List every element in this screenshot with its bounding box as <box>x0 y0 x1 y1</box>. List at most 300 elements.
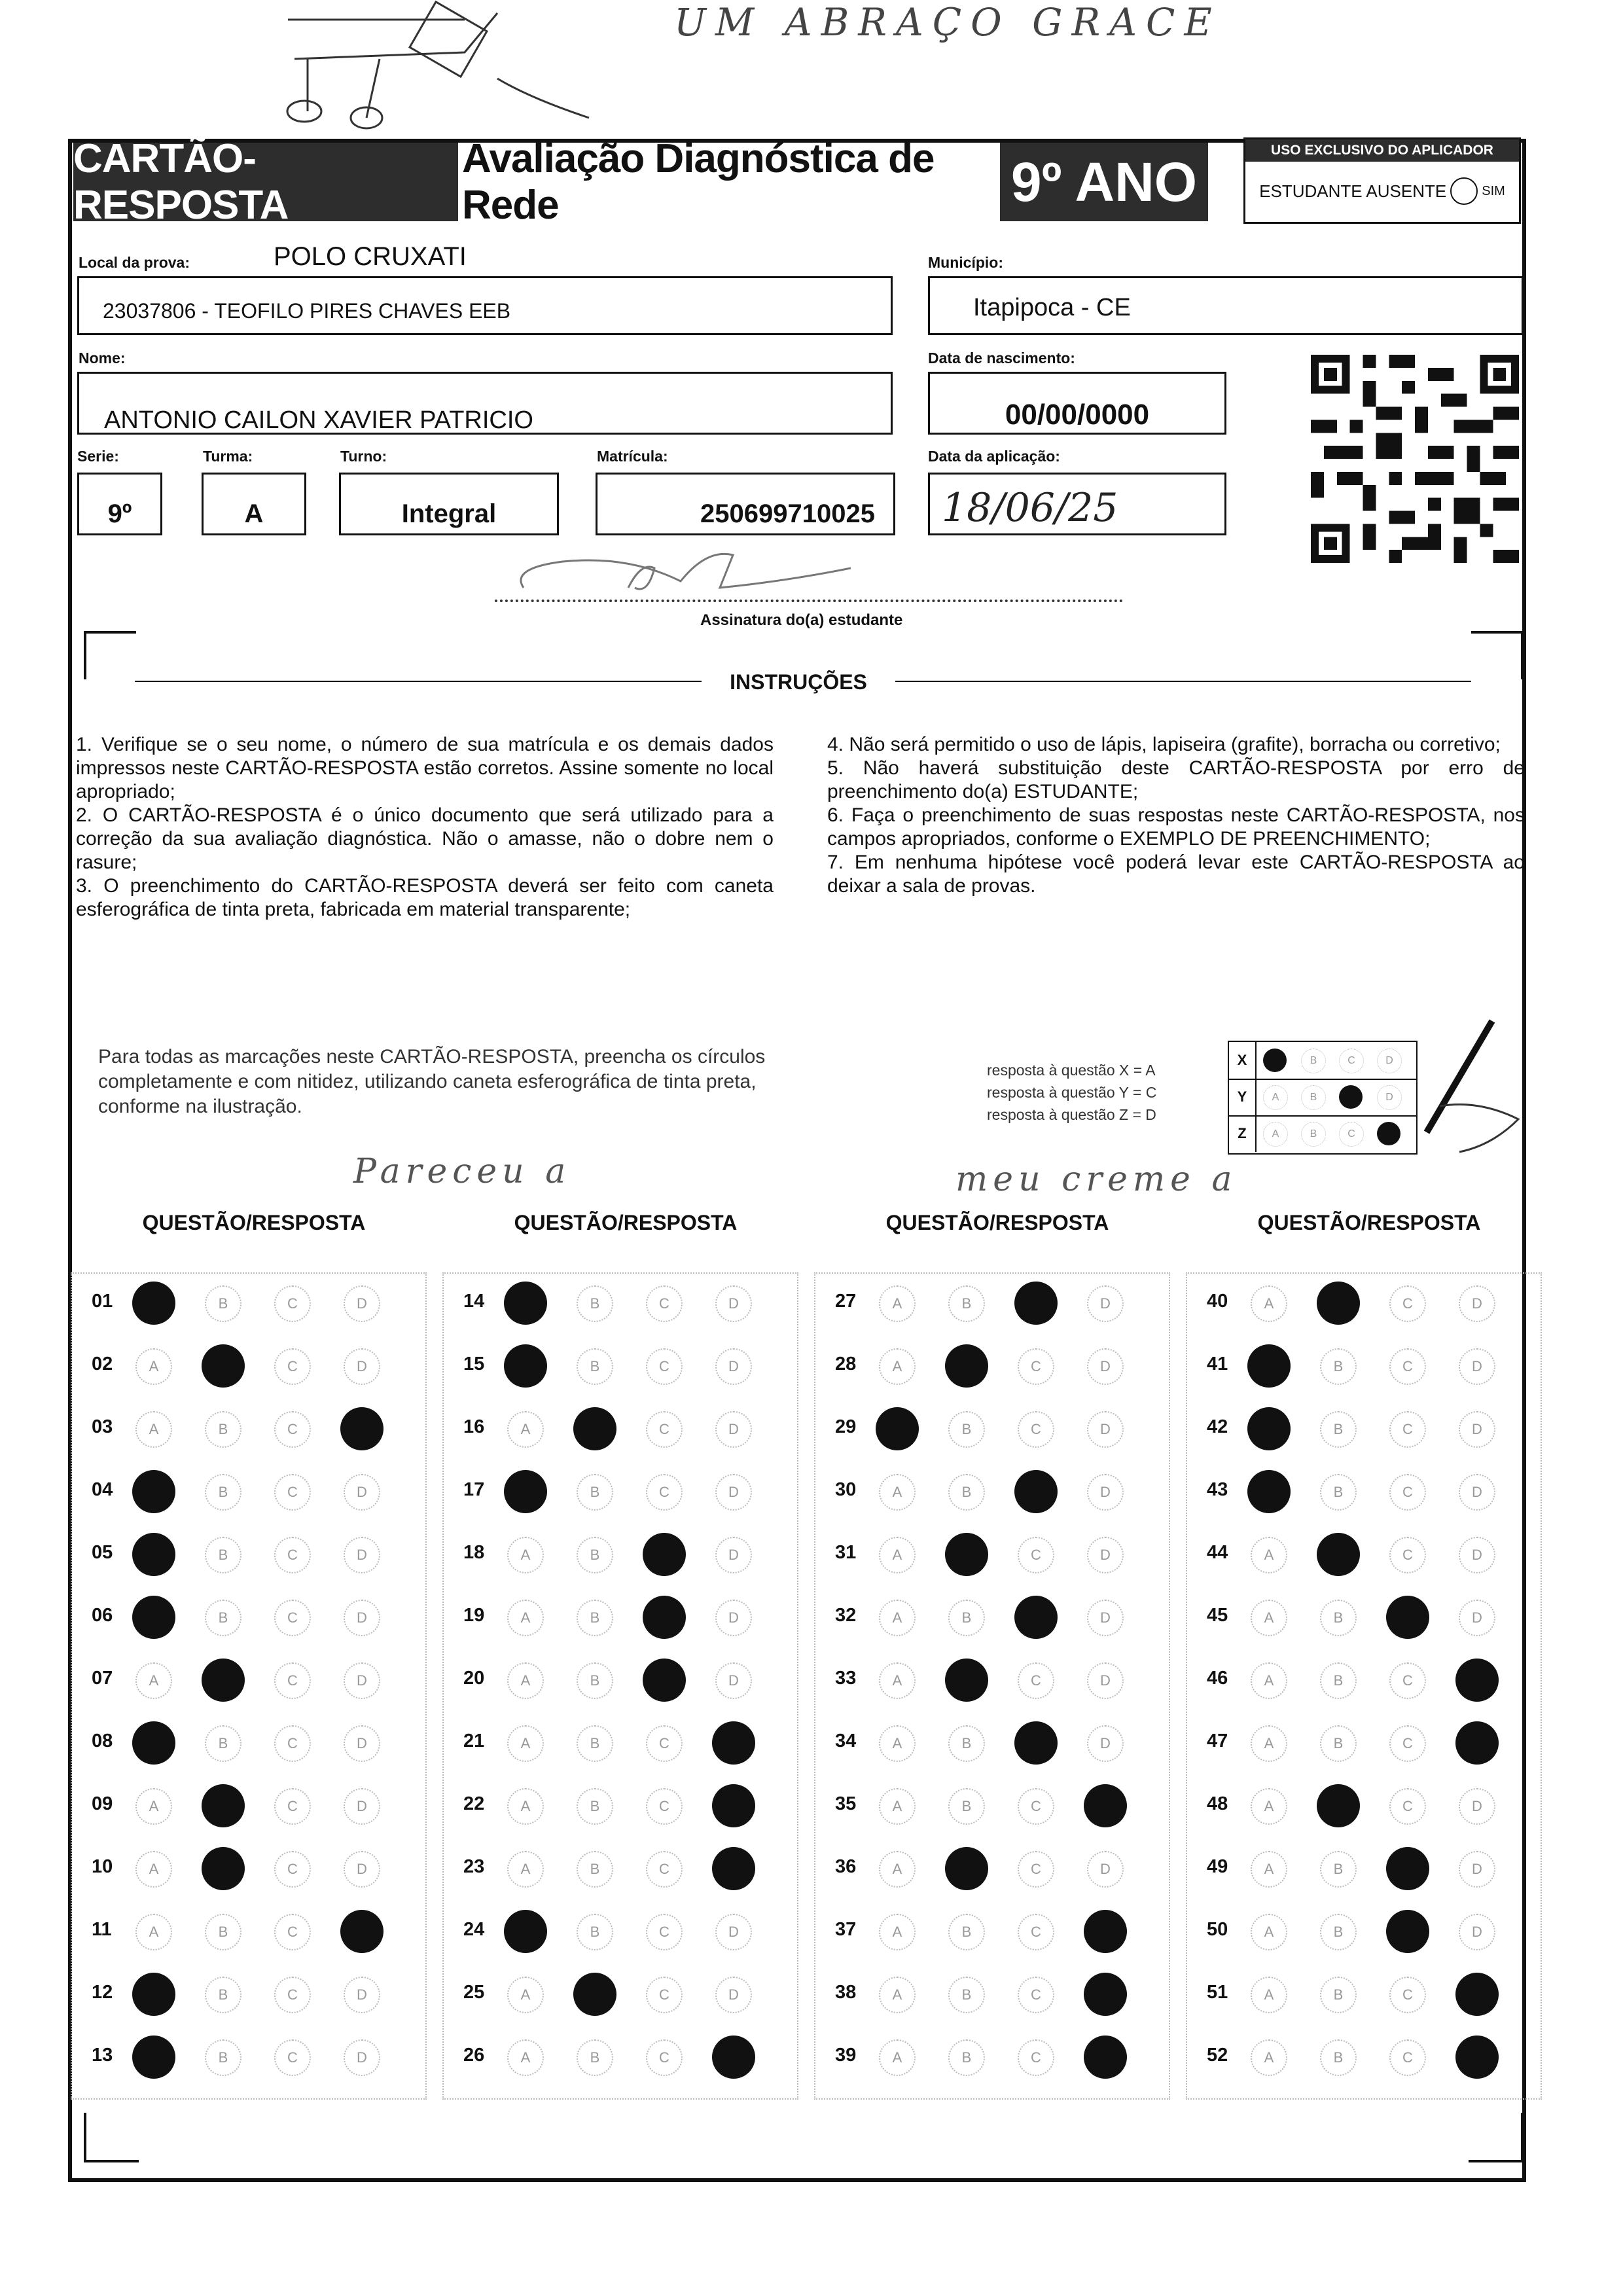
answer-bubble-a[interactable]: A <box>1251 1662 1287 1699</box>
answer-bubble-d[interactable]: D <box>1459 1600 1495 1636</box>
answer-bubble-b[interactable]: B <box>577 1662 613 1699</box>
answer-bubble-c[interactable]: C <box>646 1788 683 1825</box>
answer-bubble-c[interactable]: C <box>274 2039 311 2076</box>
answer-bubble-b[interactable] <box>1317 1533 1360 1576</box>
answer-bubble-a[interactable] <box>504 1470 547 1513</box>
answer-bubble-b[interactable]: B <box>205 1285 241 1322</box>
answer-bubble-d[interactable]: D <box>715 1537 752 1573</box>
answer-bubble-b[interactable]: B <box>1320 1411 1357 1448</box>
answer-bubble-d[interactable]: D <box>344 1662 380 1699</box>
answer-bubble-b[interactable]: B <box>1320 1600 1357 1636</box>
answer-bubble-a[interactable]: A <box>507 1662 544 1699</box>
answer-row-q41 <box>1187 1336 1541 1399</box>
answer-row-q15 <box>444 1336 797 1399</box>
answer-bubble-b[interactable] <box>945 1659 988 1702</box>
answer-bubble-c[interactable]: C <box>1018 1411 1054 1448</box>
answer-bubble-d[interactable]: D <box>1087 1537 1124 1573</box>
answer-bubble-c[interactable]: C <box>646 1474 683 1511</box>
answer-row-q35 <box>815 1776 1169 1839</box>
answer-bubble-c[interactable]: C <box>646 1411 683 1448</box>
example-row-label: X <box>1229 1042 1257 1079</box>
answer-bubble-d[interactable]: D <box>344 1851 380 1888</box>
example-bubble-a <box>1263 1049 1287 1072</box>
aplicacao-field <box>928 473 1226 535</box>
answer-bubble-b[interactable] <box>945 1344 988 1388</box>
answer-bubble-d[interactable] <box>712 1784 755 1827</box>
answer-bubble-c[interactable]: C <box>274 1977 311 2013</box>
answer-bubble-b[interactable]: B <box>1320 1914 1357 1950</box>
answer-bubble-a[interactable]: A <box>879 1348 916 1385</box>
answer-bubble-a[interactable]: A <box>1251 1285 1287 1322</box>
answer-bubble-a[interactable]: A <box>1251 1851 1287 1888</box>
answers-header-col3: QUESTÃO/RESPOSTA <box>885 1211 1109 1234</box>
answer-bubble-d[interactable]: D <box>344 1788 380 1825</box>
answer-bubble-d[interactable]: D <box>715 1600 752 1636</box>
municipio-label: Município: <box>928 254 1003 271</box>
answer-row-q25 <box>444 1965 797 2028</box>
answer-bubble-c[interactable]: C <box>1018 1851 1054 1888</box>
answer-bubble-b[interactable]: B <box>205 1537 241 1573</box>
pen-illustration-icon <box>1381 1014 1531 1165</box>
turno-value: Integral <box>401 499 497 528</box>
answer-bubble-b[interactable]: B <box>577 1474 613 1511</box>
question-number: 49 <box>1207 1856 1228 1877</box>
question-number: 50 <box>1207 1919 1228 1940</box>
answer-bubble-b[interactable]: B <box>948 2039 985 2076</box>
answer-bubble-b[interactable]: B <box>205 1725 241 1762</box>
answer-bubble-b[interactable]: B <box>577 1537 613 1573</box>
answer-bubble-b[interactable] <box>945 1533 988 1576</box>
answer-bubble-a[interactable] <box>504 1344 547 1388</box>
answer-bubble-c[interactable] <box>1386 1910 1429 1953</box>
answer-bubble-a[interactable]: A <box>507 1725 544 1762</box>
answer-bubble-b[interactable]: B <box>948 1411 985 1448</box>
answer-row-q19 <box>444 1588 797 1651</box>
example-bubble-a: A <box>1263 1122 1288 1147</box>
answer-column-1 <box>71 1272 427 2100</box>
answer-bubble-b[interactable]: B <box>948 1914 985 1950</box>
answer-bubble-b[interactable]: B <box>1320 1851 1357 1888</box>
answer-bubble-b[interactable]: B <box>577 1600 613 1636</box>
answer-bubble-a[interactable]: A <box>879 2039 916 2076</box>
answer-bubble-d[interactable]: D <box>1087 1725 1124 1762</box>
answer-bubble-b[interactable]: B <box>205 1411 241 1448</box>
answer-bubble-a[interactable]: A <box>879 1662 916 1699</box>
answer-row-q03 <box>72 1399 425 1462</box>
answer-bubble-d[interactable]: D <box>715 1411 752 1448</box>
answer-bubble-a[interactable]: A <box>879 1537 916 1573</box>
question-number: 23 <box>463 1856 485 1877</box>
answer-bubble-c[interactable] <box>1014 1470 1058 1513</box>
answer-bubble-c[interactable]: C <box>274 1474 311 1511</box>
answer-bubble-b[interactable]: B <box>1320 1725 1357 1762</box>
answer-bubble-c[interactable]: C <box>646 1285 683 1322</box>
answer-bubble-c[interactable] <box>1014 1596 1058 1639</box>
answer-bubble-a[interactable]: A <box>135 1411 172 1448</box>
answer-bubble-d[interactable] <box>1084 1973 1127 2016</box>
answers-header-col1: QUESTÃO/RESPOSTA <box>142 1211 366 1234</box>
question-number: 27 <box>835 1291 857 1312</box>
answer-bubble-c[interactable]: C <box>646 2039 683 2076</box>
answer-bubble-c[interactable]: C <box>274 1285 311 1322</box>
matricula-field <box>596 473 895 535</box>
answer-bubble-c[interactable]: C <box>274 1600 311 1636</box>
grade-label: 9º ANO <box>1000 143 1208 221</box>
answer-bubble-b[interactable]: B <box>1320 1662 1357 1699</box>
question-number: 05 <box>92 1542 113 1563</box>
answer-bubble-b[interactable] <box>573 1973 616 2016</box>
answer-bubble-c[interactable]: C <box>1389 2039 1426 2076</box>
answer-row-q14 <box>444 1274 797 1336</box>
answer-bubble-a[interactable] <box>132 1470 175 1513</box>
answer-bubble-d[interactable]: D <box>715 1285 752 1322</box>
answer-bubble-b[interactable]: B <box>577 1851 613 1888</box>
answer-bubble-a[interactable] <box>132 2036 175 2079</box>
answer-bubble-a[interactable]: A <box>1251 1600 1287 1636</box>
answer-bubble-c[interactable]: C <box>274 1725 311 1762</box>
question-number: 44 <box>1207 1542 1228 1563</box>
answer-row-q26 <box>444 2028 797 2090</box>
answer-bubble-a[interactable]: A <box>135 1662 172 1699</box>
answer-bubble-c[interactable]: C <box>1389 1537 1426 1573</box>
answer-bubble-b[interactable] <box>202 1847 245 1890</box>
answer-bubble-b[interactable]: B <box>1320 1474 1357 1511</box>
answer-bubble-d[interactable]: D <box>1459 1788 1495 1825</box>
answer-row-q39 <box>815 2028 1169 2090</box>
answer-bubble-c[interactable] <box>1014 1721 1058 1765</box>
answer-bubble-d[interactable]: D <box>1087 1851 1124 1888</box>
question-number: 26 <box>463 2045 485 2066</box>
answer-bubble-a[interactable]: A <box>1251 1537 1287 1573</box>
answer-bubble-a[interactable]: A <box>135 1788 172 1825</box>
school-value: 23037806 - TEOFILO PIRES CHAVES EEB <box>103 299 511 323</box>
answer-bubble-d[interactable] <box>1455 1721 1499 1765</box>
answer-bubble-d[interactable]: D <box>344 1348 380 1385</box>
answer-row-q20 <box>444 1651 797 1713</box>
answer-bubble-d[interactable] <box>712 2036 755 2079</box>
question-number: 43 <box>1207 1479 1228 1500</box>
answer-bubble-d[interactable]: D <box>715 1474 752 1511</box>
answer-bubble-d[interactable]: D <box>715 1977 752 2013</box>
question-number: 03 <box>92 1416 113 1437</box>
answer-bubble-a[interactable] <box>1247 1407 1291 1450</box>
answer-bubble-d[interactable]: D <box>344 1600 380 1636</box>
answer-bubble-d[interactable]: D <box>344 2039 380 2076</box>
answer-bubble-d[interactable] <box>1084 1784 1127 1827</box>
turno-label: Turno: <box>340 448 387 465</box>
question-number: 10 <box>92 1856 113 1877</box>
answer-bubble-a[interactable] <box>504 1282 547 1325</box>
nascimento-field <box>928 372 1226 435</box>
answer-bubble-a[interactable] <box>876 1407 919 1450</box>
answer-bubble-d[interactable] <box>1084 2036 1127 2079</box>
answer-bubble-b[interactable]: B <box>577 1348 613 1385</box>
answer-bubble-c[interactable]: C <box>646 1914 683 1950</box>
answer-bubble-a[interactable] <box>504 1910 547 1953</box>
answer-bubble-a[interactable]: A <box>1251 1788 1287 1825</box>
answer-bubble-a[interactable]: A <box>507 2039 544 2076</box>
answer-bubble-c[interactable]: C <box>274 1411 311 1448</box>
answer-row-q24 <box>444 1902 797 1965</box>
answer-bubble-c[interactable]: C <box>274 1788 311 1825</box>
answer-bubble-a[interactable] <box>132 1533 175 1576</box>
answer-bubble-b[interactable] <box>1317 1282 1360 1325</box>
answer-row-q30 <box>815 1462 1169 1525</box>
answer-bubble-b[interactable] <box>945 1847 988 1890</box>
answer-bubble-c[interactable] <box>643 1659 686 1702</box>
answer-bubble-a[interactable]: A <box>507 1537 544 1573</box>
answer-bubble-b[interactable]: B <box>205 1600 241 1636</box>
answer-bubble-b[interactable]: B <box>205 1977 241 2013</box>
answer-bubble-a[interactable]: A <box>507 1600 544 1636</box>
answer-bubble-a[interactable]: A <box>507 1411 544 1448</box>
answer-bubble-a[interactable]: A <box>879 1914 916 1950</box>
example-bubble-b: B <box>1301 1085 1326 1110</box>
answer-bubble-b[interactable]: B <box>577 1725 613 1762</box>
answer-bubble-b[interactable]: B <box>205 2039 241 2076</box>
answer-bubble-b[interactable]: B <box>948 1977 985 2013</box>
example-line-y: resposta à questão Y = C <box>987 1084 1157 1101</box>
answer-bubble-c[interactable]: C <box>274 1662 311 1699</box>
aplicacao-label: Data da aplicação: <box>928 448 1060 465</box>
answer-bubble-d[interactable] <box>712 1847 755 1890</box>
answer-bubble-d[interactable]: D <box>1459 1348 1495 1385</box>
answer-row-q52 <box>1187 2028 1541 2090</box>
school-field <box>77 276 893 335</box>
nome-label: Nome: <box>79 350 126 367</box>
question-number: 31 <box>835 1542 857 1563</box>
answer-bubble-a[interactable]: A <box>135 1914 172 1950</box>
answer-bubble-a[interactable] <box>132 1973 175 2016</box>
answer-row-q43 <box>1187 1462 1541 1525</box>
answer-bubble-b[interactable]: B <box>948 1600 985 1636</box>
handwritten-top-note: UM ABRAÇO GRACE <box>674 0 1221 45</box>
answer-bubble-a[interactable] <box>132 1596 175 1639</box>
answer-bubble-c[interactable]: C <box>646 1977 683 2013</box>
answer-bubble-d[interactable] <box>1455 2036 1499 2079</box>
answer-bubble-d[interactable]: D <box>344 1537 380 1573</box>
question-number: 42 <box>1207 1416 1228 1437</box>
answer-bubble-d[interactable]: D <box>1459 1474 1495 1511</box>
answer-bubble-b[interactable]: B <box>1320 2039 1357 2076</box>
answer-bubble-a[interactable] <box>1247 1470 1291 1513</box>
answer-bubble-c[interactable] <box>1386 1847 1429 1890</box>
answer-bubble-b[interactable]: B <box>577 1914 613 1950</box>
answer-row-q42 <box>1187 1399 1541 1462</box>
answer-bubble-c[interactable]: C <box>274 1348 311 1385</box>
answer-bubble-d[interactable] <box>340 1407 383 1450</box>
answer-bubble-c[interactable] <box>1386 1596 1429 1639</box>
answer-row-q40 <box>1187 1274 1541 1336</box>
question-number: 48 <box>1207 1793 1228 1814</box>
answer-bubble-a[interactable]: A <box>1251 2039 1287 2076</box>
question-number: 35 <box>835 1793 857 1814</box>
answer-bubble-c[interactable]: C <box>1018 1537 1054 1573</box>
question-number: 21 <box>463 1731 485 1751</box>
answer-bubble-d[interactable] <box>1084 1910 1127 1953</box>
answer-row-q12 <box>72 1965 425 2028</box>
answer-bubble-a[interactable] <box>1247 1344 1291 1388</box>
question-number: 45 <box>1207 1605 1228 1626</box>
answer-bubble-b[interactable] <box>1317 1784 1360 1827</box>
answer-bubble-c[interactable] <box>1014 1282 1058 1325</box>
answer-bubble-b[interactable] <box>202 1784 245 1827</box>
answer-bubble-a[interactable]: A <box>507 1977 544 2013</box>
question-number: 47 <box>1207 1731 1228 1751</box>
answer-bubble-c[interactable]: C <box>1389 1348 1426 1385</box>
answer-bubble-a[interactable]: A <box>1251 1977 1287 2013</box>
answer-row-q11 <box>72 1902 425 1965</box>
answer-bubble-d[interactable]: D <box>1459 1851 1495 1888</box>
answer-bubble-a[interactable]: A <box>879 1977 916 2013</box>
answer-bubble-c[interactable]: C <box>646 1348 683 1385</box>
answer-bubble-d[interactable]: D <box>715 1662 752 1699</box>
answer-bubble-a[interactable] <box>132 1721 175 1765</box>
answer-bubble-d[interactable] <box>712 1721 755 1765</box>
question-number: 11 <box>92 1919 112 1940</box>
answer-bubble-c[interactable]: C <box>274 1537 311 1573</box>
answer-bubble-c[interactable]: C <box>646 1725 683 1762</box>
question-number: 28 <box>835 1354 857 1374</box>
example-legend <box>987 1059 1156 1126</box>
answer-bubble-b[interactable]: B <box>577 1285 613 1322</box>
answer-bubble-b[interactable]: B <box>577 1788 613 1825</box>
answer-bubble-d[interactable]: D <box>715 1914 752 1950</box>
answer-bubble-b[interactable]: B <box>948 1788 985 1825</box>
answer-bubble-c[interactable]: C <box>274 1914 311 1950</box>
question-number: 01 <box>92 1291 113 1312</box>
answer-bubble-d[interactable] <box>340 1910 383 1953</box>
answer-bubble-a[interactable]: A <box>879 1285 916 1322</box>
answer-bubble-c[interactable]: C <box>1018 1348 1054 1385</box>
matricula-label: Matrícula: <box>597 448 668 465</box>
answer-bubble-b[interactable]: B <box>948 1474 985 1511</box>
answer-bubble-c[interactable]: C <box>1389 1285 1426 1322</box>
answer-bubble-a[interactable]: A <box>879 1851 916 1888</box>
answer-bubble-b[interactable] <box>202 1659 245 1702</box>
answer-bubble-c[interactable]: C <box>274 1851 311 1888</box>
answer-bubble-c[interactable]: C <box>1018 1662 1054 1699</box>
answer-bubble-c[interactable]: C <box>1389 1474 1426 1511</box>
answer-bubble-a[interactable]: A <box>507 1851 544 1888</box>
question-number: 12 <box>92 1982 113 2003</box>
answer-bubble-d[interactable] <box>1455 1973 1499 2016</box>
question-number: 51 <box>1207 1982 1228 2003</box>
answer-bubble-c[interactable] <box>643 1533 686 1576</box>
answer-row-q32 <box>815 1588 1169 1651</box>
instr-rule-right <box>895 681 1471 682</box>
answer-bubble-d[interactable]: D <box>1087 1285 1124 1322</box>
answer-bubble-d[interactable]: D <box>1087 1474 1124 1511</box>
answer-bubble-d[interactable]: D <box>344 1285 380 1322</box>
answer-bubble-a[interactable]: A <box>879 1600 916 1636</box>
answer-bubble-a[interactable]: A <box>879 1725 916 1762</box>
instructions-title: INSTRUÇÕES <box>730 670 867 694</box>
answer-bubble-a[interactable]: A <box>1251 1914 1287 1950</box>
answer-bubble-d[interactable]: D <box>1459 1914 1495 1950</box>
aplicacao-value: 18/06/25 <box>942 485 1118 531</box>
answer-column-2 <box>442 1272 798 2100</box>
answer-bubble-d[interactable]: D <box>1459 1285 1495 1322</box>
example-bubble-c <box>1339 1085 1363 1109</box>
answer-bubble-d[interactable]: D <box>1459 1537 1495 1573</box>
absent-checkbox[interactable] <box>1450 177 1478 205</box>
answer-bubble-d[interactable]: D <box>344 1977 380 2013</box>
question-number: 17 <box>463 1479 485 1500</box>
answer-bubble-c[interactable]: C <box>1018 1788 1054 1825</box>
answer-row-q10 <box>72 1839 425 1902</box>
answer-bubble-c[interactable]: C <box>646 1851 683 1888</box>
answer-bubble-a[interactable]: A <box>1251 1725 1287 1762</box>
question-number: 30 <box>835 1479 857 1500</box>
answer-bubble-a[interactable]: A <box>507 1788 544 1825</box>
answer-bubble-b[interactable]: B <box>948 1725 985 1762</box>
question-number: 24 <box>463 1919 485 1940</box>
turma-field <box>202 473 306 535</box>
answer-bubble-c[interactable]: C <box>1389 1662 1426 1699</box>
answer-bubble-c[interactable]: C <box>1018 1914 1054 1950</box>
answer-bubble-c[interactable]: C <box>1018 2039 1054 2076</box>
answer-bubble-d[interactable]: D <box>1087 1600 1124 1636</box>
question-number: 41 <box>1207 1354 1228 1374</box>
answer-bubble-c[interactable]: C <box>1389 1977 1426 2013</box>
answers-header-col4: QUESTÃO/RESPOSTA <box>1257 1211 1481 1234</box>
question-number: 34 <box>835 1731 857 1751</box>
example-bubble-b: B <box>1301 1049 1326 1073</box>
answer-bubble-d[interactable]: D <box>1087 1662 1124 1699</box>
answer-bubble-b[interactable]: B <box>1320 1348 1357 1385</box>
answer-bubble-c[interactable]: C <box>1389 1725 1426 1762</box>
answer-bubble-a[interactable]: A <box>135 1348 172 1385</box>
answer-row-q04 <box>72 1462 425 1525</box>
answer-bubble-d[interactable] <box>1455 1659 1499 1702</box>
answer-bubble-a[interactable]: A <box>879 1474 916 1511</box>
answer-column-3 <box>814 1272 1170 2100</box>
turno-field <box>339 473 559 535</box>
answer-bubble-c[interactable]: C <box>1018 1977 1054 2013</box>
question-number: 32 <box>835 1605 857 1626</box>
answer-bubble-d[interactable]: D <box>344 1725 380 1762</box>
answer-bubble-b[interactable] <box>202 1344 245 1388</box>
answer-bubble-a[interactable]: A <box>135 1851 172 1888</box>
question-number: 09 <box>92 1793 113 1814</box>
answer-bubble-a[interactable] <box>132 1282 175 1325</box>
answer-bubble-b[interactable]: B <box>205 1474 241 1511</box>
answer-bubble-b[interactable]: B <box>1320 1977 1357 2013</box>
answer-bubble-d[interactable]: D <box>715 1348 752 1385</box>
answer-bubble-b[interactable]: B <box>577 2039 613 2076</box>
answer-row-q38 <box>815 1965 1169 2028</box>
qr-code <box>1308 355 1522 563</box>
answer-bubble-b[interactable]: B <box>948 1285 985 1322</box>
answer-bubble-a[interactable]: A <box>879 1788 916 1825</box>
answer-row-q09 <box>72 1776 425 1839</box>
answer-bubble-c[interactable]: C <box>1389 1788 1426 1825</box>
question-number: 46 <box>1207 1668 1228 1689</box>
answer-bubble-b[interactable] <box>573 1407 616 1450</box>
answer-bubble-c[interactable] <box>643 1596 686 1639</box>
instr-corner-right <box>1471 631 1524 679</box>
question-number: 33 <box>835 1668 857 1689</box>
answer-bubble-b[interactable]: B <box>205 1914 241 1950</box>
answer-bubble-d[interactable]: D <box>1087 1411 1124 1448</box>
answer-bubble-d[interactable]: D <box>1459 1411 1495 1448</box>
answer-bubble-d[interactable]: D <box>344 1474 380 1511</box>
municipio-field <box>928 276 1524 335</box>
answer-bubble-c[interactable]: C <box>1389 1411 1426 1448</box>
signature-line <box>495 600 1123 602</box>
answer-bubble-d[interactable]: D <box>1087 1348 1124 1385</box>
